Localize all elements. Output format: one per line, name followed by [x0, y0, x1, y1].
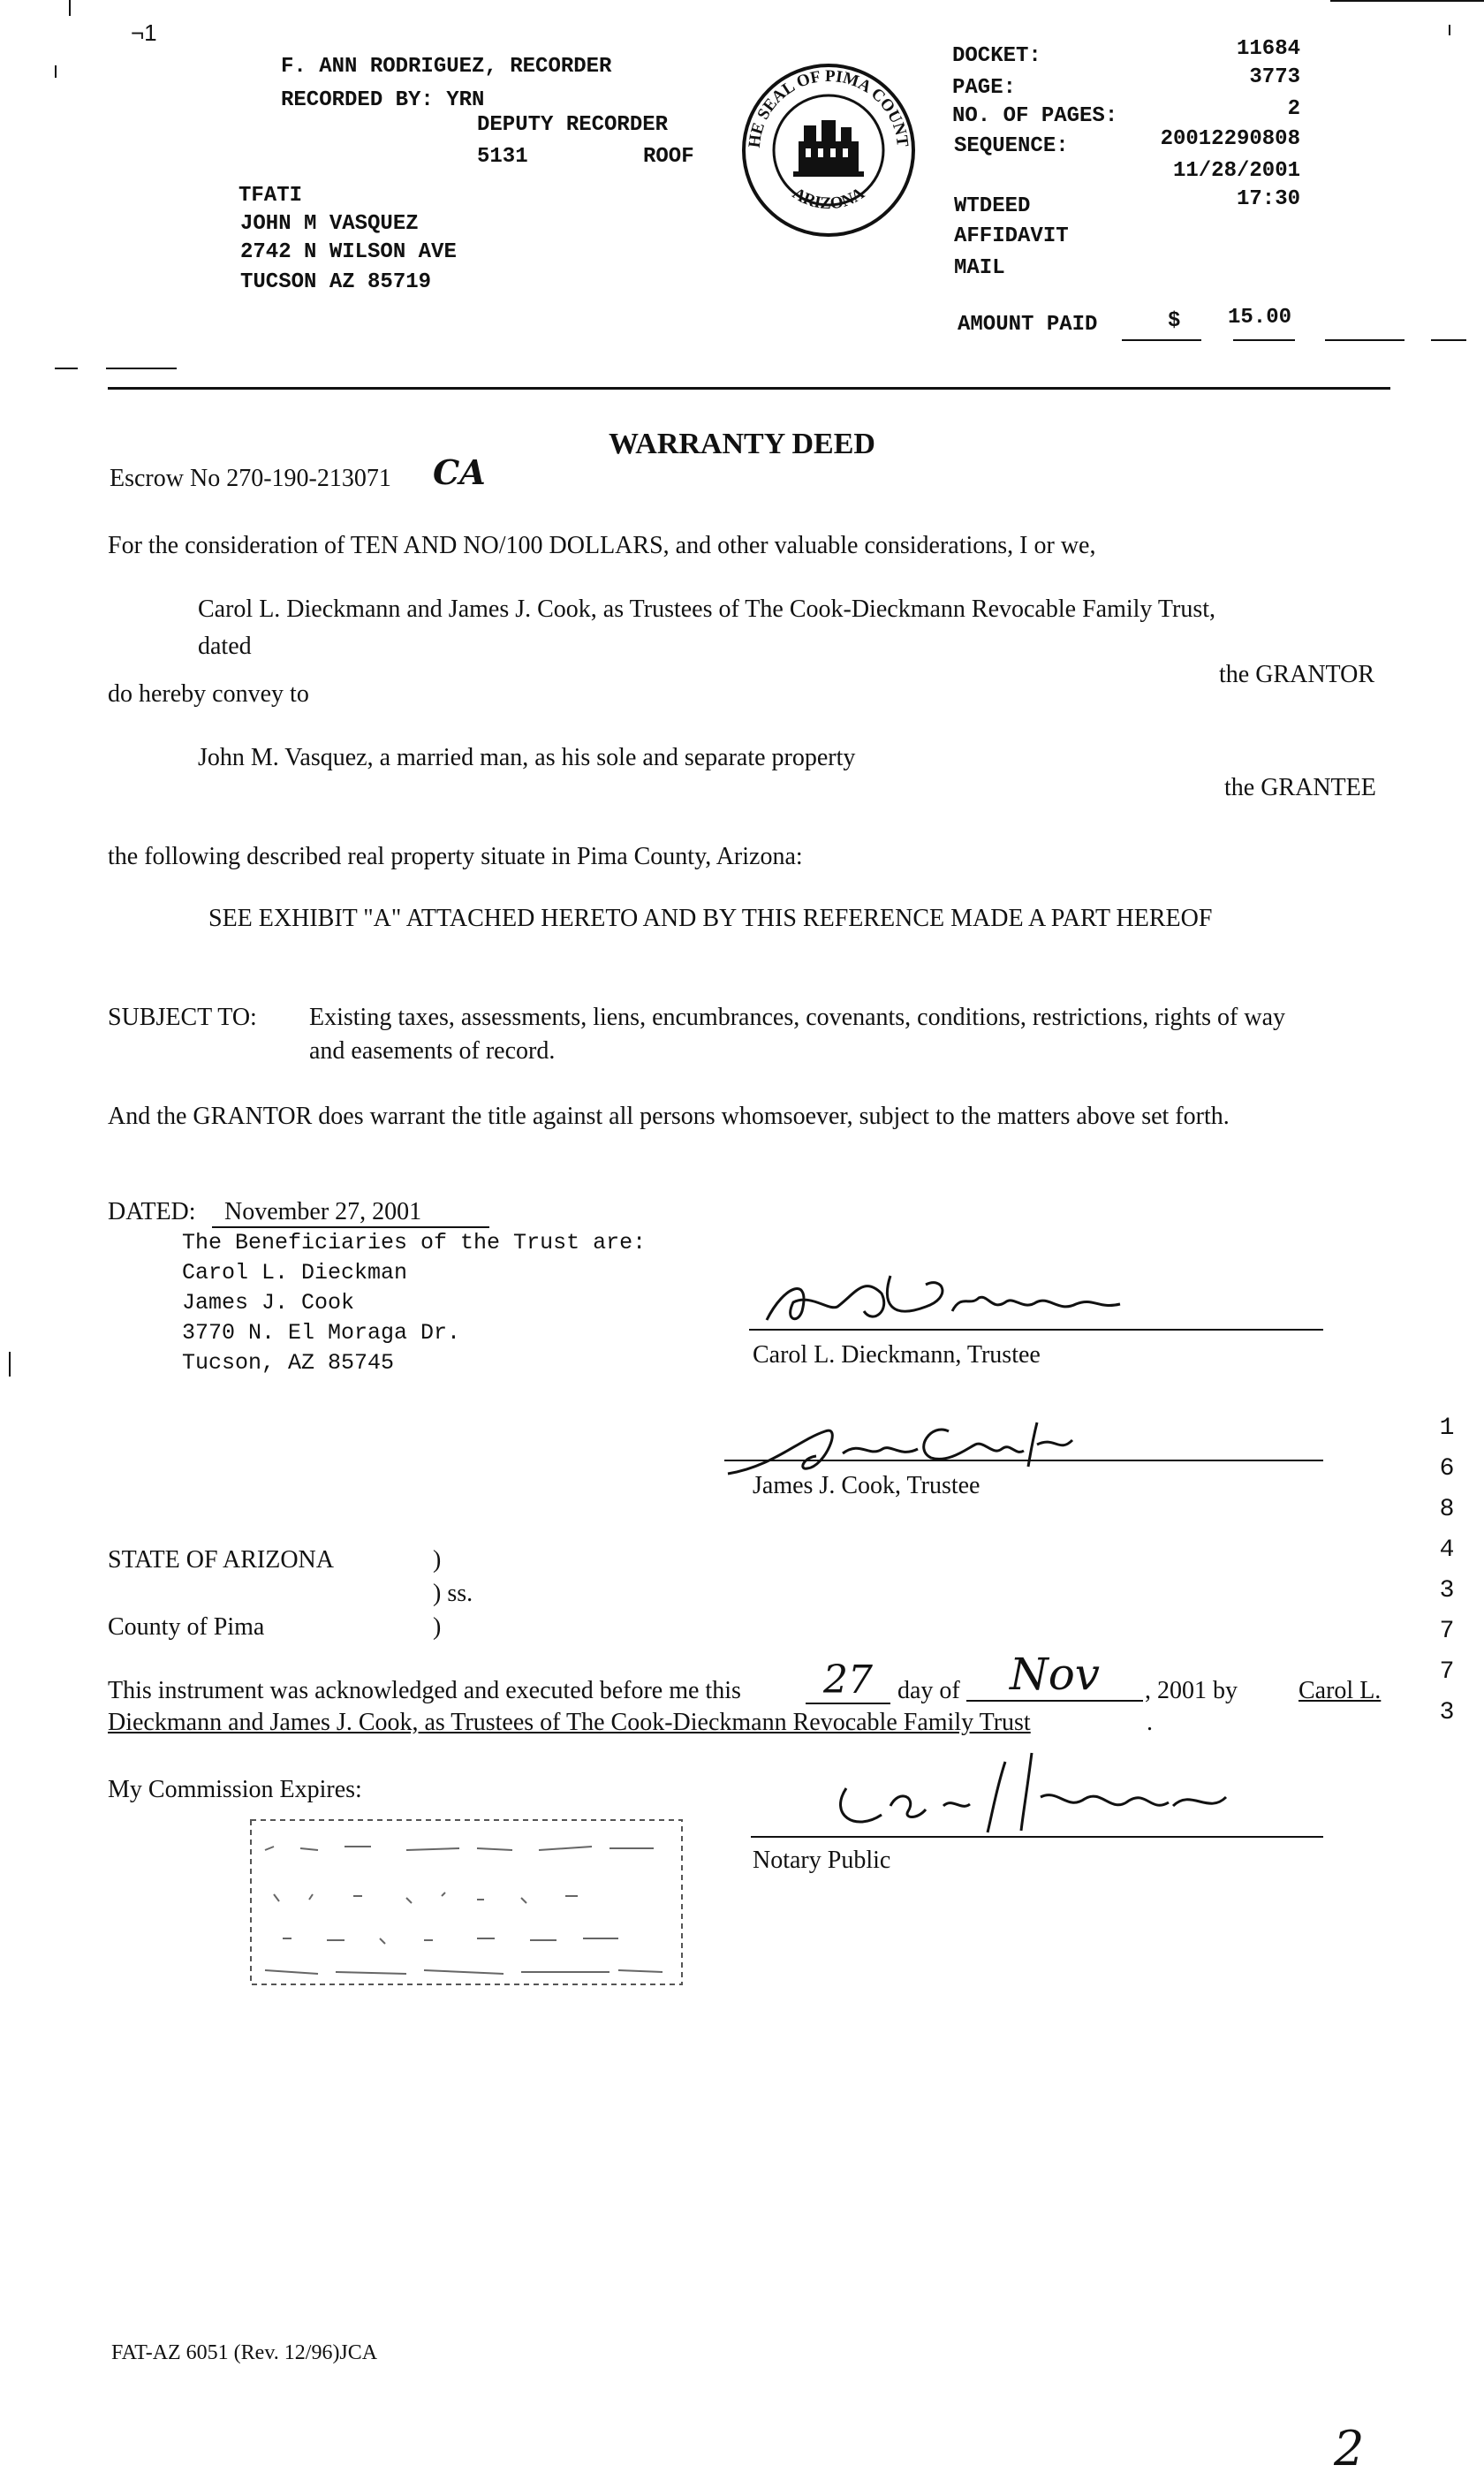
day-of-text: day of [897, 1677, 960, 1704]
dash-mark [106, 368, 177, 369]
acknowledgment-name-1: Carol L. [1298, 1677, 1382, 1704]
amount-currency: $ [1168, 309, 1181, 333]
dash-mark [1431, 339, 1466, 341]
subject-to-line-2: and easements of record. [309, 1037, 556, 1065]
corner-mark: ¬1 [131, 19, 157, 46]
county-label: County of Pima [108, 1613, 265, 1641]
notary-seal-stamp [247, 1815, 689, 1991]
dash-mark [1330, 0, 1484, 2]
dated-word: dated [198, 633, 252, 660]
margin-docket-stamp: 1 6 8 4 3 7 7 3 [1439, 1415, 1455, 1726]
recorder-code-1: 5131 [477, 145, 528, 169]
deputy-recorder: DEPUTY RECORDER [477, 113, 669, 137]
notary-signature [820, 1735, 1314, 1841]
recording-date: 11/28/2001 [1172, 159, 1300, 183]
num-pages-label: NO. OF PAGES: [952, 104, 1118, 128]
beneficiary-line: 3770 N. El Moraga Dr. [182, 1320, 461, 1346]
warranty-clause: And the GRANTOR does warrant the title against all persons whomsoever, subject to the matters above set forth. [108, 1103, 1230, 1130]
page-number-mark: 2 [1334, 2421, 1365, 2477]
dash-mark [1233, 339, 1295, 341]
docket-label: DOCKET: [952, 44, 1041, 68]
acknowledgment-end: . [1147, 1709, 1153, 1736]
recording-time: 17:30 [1236, 187, 1300, 211]
county-seal [740, 62, 917, 239]
venue-paren-1: ) [433, 1546, 442, 1574]
escrow-initials: CA [433, 452, 486, 492]
seal-top-text: HE SEAL OF PIMA COUNT [745, 66, 912, 149]
num-pages-value: 2 [1287, 97, 1300, 121]
exhibit-reference: SEE EXHIBIT "A" ATTACHED HERETO AND BY THIS REFERENCE MADE A PART HEREOF [208, 905, 1213, 932]
form-code: FAT-AZ 6051 (Rev. 12/96)JCA [111, 2341, 378, 2364]
doc-type-2: AFFIDAVIT [954, 224, 1069, 248]
page-label: PAGE: [952, 76, 1017, 100]
convey-text: do hereby convey to [108, 680, 309, 708]
recorder-code-2: ROOF [643, 145, 694, 169]
recorded-by: RECORDED BY: YRN [281, 88, 485, 112]
signature-line-2 [724, 1460, 1323, 1461]
grantee-parties: John M. Vasquez, a married man, as his sole and separate property [198, 744, 856, 771]
beneficiaries-heading: The Beneficiaries of the Trust are: [182, 1230, 647, 1255]
state-label: STATE OF ARIZONA [108, 1546, 334, 1574]
signer-1-name: Carol L. Dieckmann, Trustee [753, 1341, 1041, 1369]
dash-mark [1449, 25, 1450, 35]
grantor-parties: Carol L. Dieckmann and James J. Cook, as Trustees of The Cook-Dieckmann Revocable Family Trust, [198, 595, 1216, 623]
sequence-label: SEQUENCE: [954, 134, 1069, 158]
consideration-text: For the consideration of TEN AND NO/100 DOLLARS, and other valuable considerations, I or we, [108, 532, 1096, 559]
sequence-value: 20012290808 [1160, 127, 1300, 151]
dated-value: November 27, 2001 [212, 1198, 489, 1228]
subject-to-label: SUBJECT TO: [108, 1004, 257, 1031]
signer-2-name: James J. Cook, Trustee [753, 1472, 980, 1499]
recorder-name: F. ANN RODRIGUEZ, RECORDER [281, 55, 612, 79]
document-title: WARRANTY DEED [609, 428, 875, 460]
notary-public-label: Notary Public [753, 1847, 891, 1874]
property-text: the following described real property situate in Pima County, Arizona: [108, 843, 803, 870]
escrow-number: Escrow No 270-190-213071 [110, 465, 391, 492]
amount-paid-value: 15.00 [1228, 306, 1292, 330]
dash-mark [69, 0, 71, 16]
acknowledgment-day: 27 [806, 1657, 890, 1704]
return-name: JOHN M VASQUEZ [240, 212, 419, 236]
commission-expires-label: My Commission Expires: [108, 1776, 362, 1803]
beneficiary-line: Carol L. Dieckman [182, 1260, 408, 1286]
grantee-label: the GRANTEE [1224, 774, 1376, 801]
dash-mark [55, 65, 57, 78]
acknowledgment-name-2: Dieckmann and James J. Cook, as Trustees of The Cook-Dieckmann Revocable Family Trust [108, 1709, 1031, 1736]
docket-value: 11684 [1236, 37, 1300, 61]
beneficiary-line: Tucson, AZ 85745 [182, 1350, 395, 1376]
svg-text:ARIZONA [789, 184, 867, 213]
signature-line-1 [749, 1329, 1323, 1331]
grantor-label: the GRANTOR [1219, 661, 1375, 688]
venue-paren-3: ) [433, 1613, 442, 1641]
venue-ss: ) ss. [433, 1580, 473, 1607]
notary-signature-line [751, 1836, 1323, 1838]
return-street: 2742 N WILSON AVE [240, 240, 457, 264]
acknowledgment-month: Nov [966, 1649, 1143, 1702]
dash-mark [1122, 339, 1201, 341]
seal-bottom-text: ARIZONA [789, 184, 868, 214]
doc-type-3: MAIL [954, 256, 1005, 280]
header-divider [108, 387, 1390, 390]
dated-label: DATED: [108, 1198, 196, 1225]
subject-to-line-1: Existing taxes, assessments, liens, encumbrances, covenants, conditions, restrictions, rights of way [309, 1004, 1286, 1031]
dash-mark [1325, 339, 1404, 341]
acknowledgment-year: , 2001 by [1145, 1677, 1238, 1704]
return-code: TFATI [238, 184, 303, 208]
beneficiary-line: James J. Cook [182, 1290, 355, 1316]
doc-type-1: WTDEED [954, 194, 1031, 218]
return-city: TUCSON AZ 85719 [240, 270, 432, 294]
page-value: 3773 [1249, 65, 1300, 89]
acknowledgment-text: This instrument was acknowledged and executed before me this [108, 1677, 741, 1704]
signature-carol-dieckmann [749, 1258, 1191, 1338]
scan-mark [9, 1352, 11, 1377]
amount-paid-label: AMOUNT PAID [958, 313, 1098, 337]
dash-mark [55, 368, 78, 369]
